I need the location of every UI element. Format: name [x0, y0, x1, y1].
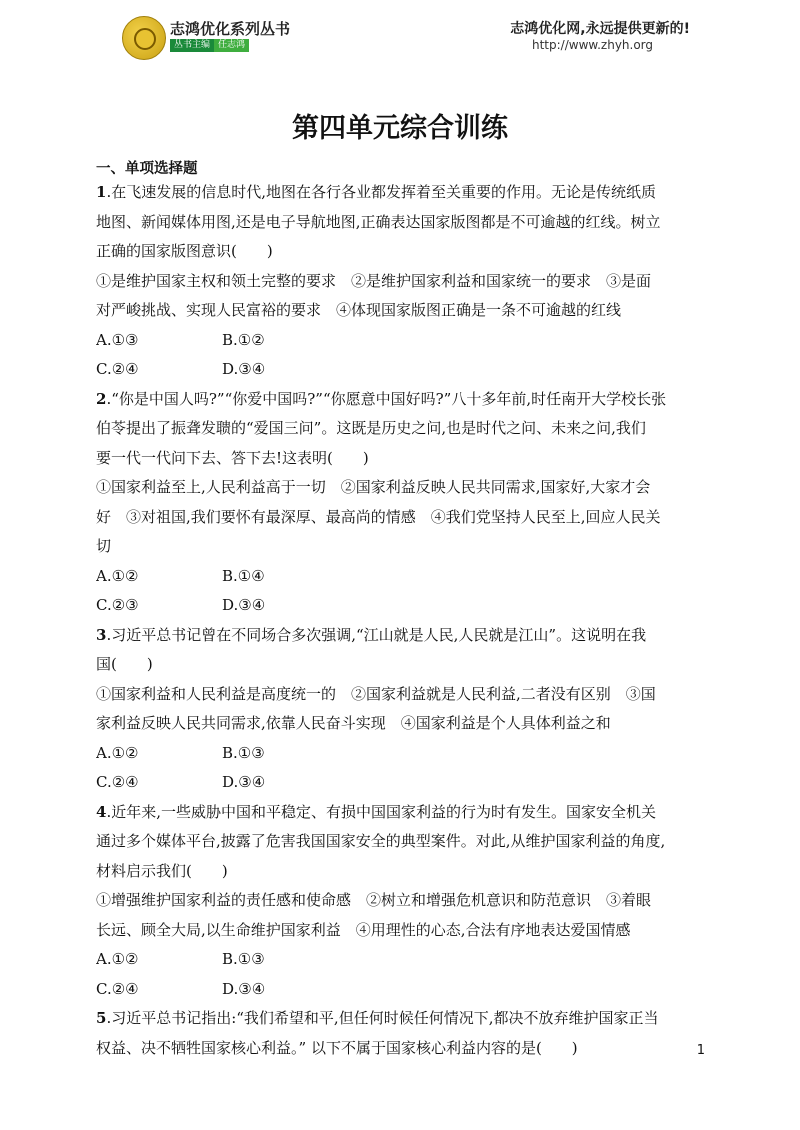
- answer-option: D.③④: [222, 596, 266, 614]
- answer-option: C.②④: [96, 979, 139, 998]
- answer-option: A.①③: [96, 330, 139, 349]
- option-row: [96, 591, 708, 621]
- option-row: [96, 355, 708, 385]
- question-stem-line: [96, 827, 708, 857]
- statement-line: 家利益反映人民共同需求,依靠人民奋斗实现 ④国家利益是个人具体利益之和: [96, 714, 611, 732]
- question-stem-line: [96, 208, 708, 238]
- question-stem-line: [96, 414, 708, 444]
- question-stem-text: .在飞速发展的信息时代,地图在各行各业都发挥着至关重要的作用。无论是传统纸质: [106, 183, 656, 201]
- question-stem-line: [96, 237, 708, 267]
- section-heading: 一、单项选择题: [96, 161, 198, 177]
- question-block: [96, 798, 708, 1005]
- page-header: [0, 0, 800, 70]
- header-url: http://www.zhyh.org: [532, 38, 654, 52]
- statement-line: ①是维护国家主权和领土完整的要求 ②是维护国家利益和国家统一的要求 ③是面: [96, 271, 652, 290]
- question-list: [96, 178, 708, 1063]
- answer-option: D.③④: [222, 979, 266, 998]
- statement-line: ①国家利益至上,人民利益高于一切 ②国家利益反映人民共同需求,国家好,大家才会: [96, 478, 651, 496]
- question-stem-line: [96, 1004, 708, 1034]
- answer-option: D.③④: [222, 773, 266, 791]
- statement-line: 对严峻挑战、实现人民富裕的要求 ④体现国家版图正确是一条不可逾越的红线: [96, 301, 622, 319]
- question-stem-text: 材料启示我们( ): [96, 861, 228, 880]
- question-stem-text: 地图、新闻媒体用图,还是电子导航地图,正确表达国家版图都是不可逾越的红线。树立: [96, 212, 661, 231]
- question-stem-text: .“你是中国人吗?”“你爱中国吗?”“你愿意中国好吗?”八十多年前,时任南开大学校长张: [106, 389, 667, 408]
- question-stem-line: [96, 385, 708, 415]
- answer-option: A.①②: [96, 950, 139, 968]
- brand-logo-icon: [122, 16, 166, 60]
- answer-option: C.②④: [96, 360, 139, 378]
- question-stem-line: [96, 857, 708, 887]
- question-number: 4: [96, 802, 107, 821]
- answer-option: B.①②: [222, 330, 265, 349]
- answer-option: A.①②: [96, 566, 139, 585]
- question-number: 1: [96, 183, 107, 201]
- question-number: 5: [96, 1009, 107, 1027]
- page-title: 第四单元综合训练: [292, 113, 508, 144]
- question-stem-line: [96, 444, 708, 474]
- question-block: [96, 385, 708, 621]
- question-number: 2: [96, 389, 107, 408]
- editor-badge-name: 任志鸿: [214, 39, 249, 52]
- question-stem-line: [96, 650, 708, 680]
- statement-line: ①增强维护国家利益的责任感和使命感 ②树立和增强危机意识和防范意识 ③着眼: [96, 891, 652, 909]
- answer-option: D.③④: [222, 360, 266, 378]
- question-stem-text: .习近平总书记曾在不同场合多次强调,“江山就是人民,人民就是江山”。这说明在我: [106, 625, 647, 644]
- question-stem-line: [96, 178, 708, 208]
- answer-option: C.②④: [96, 773, 139, 791]
- option-row: [96, 739, 708, 769]
- answer-option: B.①③: [222, 743, 265, 762]
- statement-line: ①国家利益和人民利益是高度统一的 ②国家利益就是人民利益,二者没有区别 ③国: [96, 684, 656, 703]
- question-stem-text: 国( ): [96, 655, 153, 673]
- question-stem-line: [96, 621, 708, 651]
- option-row: [96, 975, 708, 1005]
- option-row: [96, 945, 708, 975]
- question-stem-text: 正确的国家版图意识( ): [96, 242, 273, 260]
- question-stem-text: 伯苓提出了振聋发聩的“爱国三问”。这既是历史之问,也是时代之问、未来之问,我们: [96, 419, 646, 437]
- question-stem-text: 权益、决不牺牲国家核心利益。” 以下不属于国家核心利益内容的是( ): [96, 1038, 578, 1057]
- header-slogan: 志鸿优化网,永远提供更新的!: [510, 21, 690, 37]
- option-row: [96, 326, 708, 356]
- statement-line: 切: [96, 537, 112, 555]
- option-row: [96, 562, 708, 592]
- answer-option: B.①④: [222, 566, 265, 585]
- statement-line: 好 ③对祖国,我们要怀有最深厚、最高尚的情感 ④我们党坚持人民至上,回应人民关: [96, 507, 661, 526]
- question-stem-line: [96, 1034, 708, 1064]
- question-stem-text: 要一代一代问下去、答下去!这表明( ): [96, 448, 369, 467]
- answer-option: A.①②: [96, 743, 139, 762]
- question-block: [96, 1004, 708, 1063]
- question-stem-text: .近年来,一些威胁中国和平稳定、有损中国国家利益的行为时有发生。国家安全机关: [106, 802, 656, 821]
- answer-option: C.②③: [96, 596, 139, 614]
- statement-line: 长远、顾全大局,以生命维护国家利益 ④用理性的心态,合法有序地表达爱国情感: [96, 920, 631, 939]
- question-stem-text: 通过多个媒体平台,披露了危害我国国家安全的典型案件。对此,从维护国家利益的角度,: [96, 832, 666, 850]
- question-number: 3: [96, 625, 107, 644]
- editor-badges: [170, 39, 249, 53]
- editor-badge-label: 丛书主编: [170, 39, 214, 52]
- brand-title: 志鸿优化系列丛书: [170, 20, 291, 38]
- question-block: [96, 621, 708, 798]
- question-stem-line: [96, 798, 708, 828]
- answer-option: B.①③: [222, 950, 265, 968]
- question-block: [96, 178, 708, 385]
- page-number: 1: [696, 1043, 705, 1058]
- question-stem-text: .习近平总书记指出:“我们希望和平,但任何时候任何情况下,都决不放弃维护国家正当: [106, 1009, 659, 1027]
- option-row: [96, 768, 708, 798]
